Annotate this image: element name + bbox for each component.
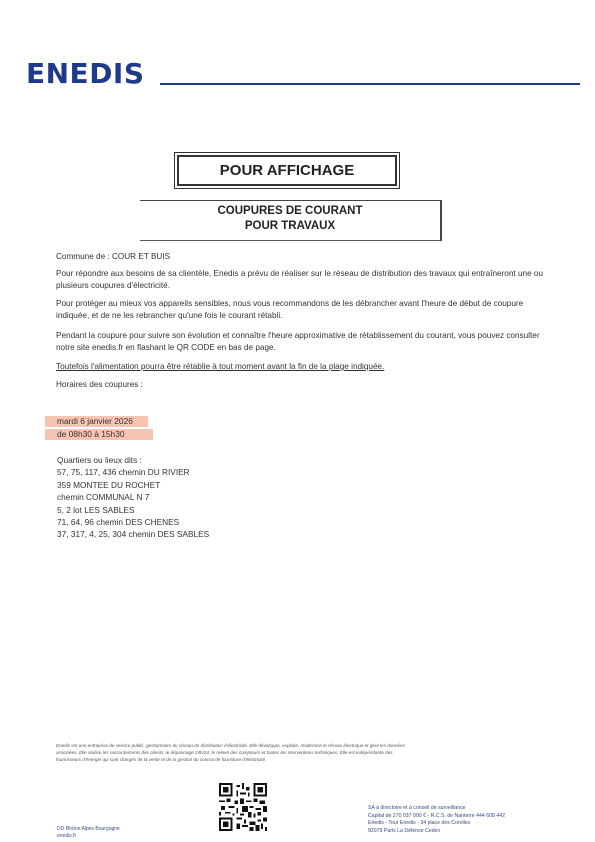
list-item: 5, 2 lot LES SABLES [57,504,135,515]
contact-region: DD Rhône Alpes Bourgogne [57,826,120,832]
page-title: POUR AFFICHAGE [219,162,355,179]
corporate-info [368,805,505,835]
hours-label: Horaires des coupures : [56,380,143,389]
legal-line1: Enedis est une entreprise de service public, gestionnaire du réseau de distribution d'électricité. Elle développe, exploite, modernise le réseau électrique et gère les données [56,743,405,748]
list-item: 57, 75, 117, 436 chemin DU RIVIER [57,467,190,478]
list-item: 359 MONTEE DU ROCHET [57,479,161,490]
enedis-logo [26,57,145,90]
logo-text: ENEDIS [26,57,145,90]
legal-line3: fournisseurs d'énergie qui sont chargés de la vente et de la gestion du contrat de fourniture d'électricité. [56,757,267,762]
corporate-line1: SA à directoire et à conseil de surveillance [368,805,466,811]
schedule-time: de 08h30 à 15h30 [57,429,125,439]
legal-line2: associées. Elle réalise les raccordements des clients, le dépannage 24h/24, le relevé des compteurs et toutes les interventions techniques. Elle est indépendante des [56,750,393,755]
header-rule [160,83,580,85]
qr-code-icon[interactable] [219,783,267,831]
paragraph-intro: Pour répondre aux besoins de sa clientèle, Enedis a prévu de réaliser sur le réseau de distribution des travaux qui entraîneront une ou plusieurs coupures d'électricité. [56,269,544,290]
corporate-line4: 92079 Paris La Défense Cedex [368,827,441,834]
corporate-line3: Enedis - Tour Enedis - 34 place des Corolles [368,820,471,827]
areas-list [57,454,209,541]
contact-info [57,826,120,839]
subtitle-line2: POUR TRAVAUX [244,220,336,232]
schedule-date: mardi 6 janvier 2026 [57,416,133,426]
list-item: chemin COMMUNAL N 7 [57,492,150,503]
list-item: 37, 317, 4, 25, 304 chemin DES SABLES [57,529,210,540]
commune: Commune de : COUR ET BUIS [56,252,171,261]
paragraph-follow: Pendant la coupure pour suivre son évolution et connaître l'heure approximative de rétablissement du courant, vous pouvez consulter notre site enedis.fr en flashant le QR CODE en bas de page. [56,331,540,352]
paragraph-protect: Pour protéger au mieux vos appareils sensibles, nous vous recommandons de les débrancher avant l'heure de début de coupure indiquée, et de ne les rebrancher qu'une fois le courant rétabli. [56,299,524,320]
paragraph-restore: Toutefois l'alimentation pourra être rétablie à tout moment avant la fin de la plage indiquée. [56,362,385,371]
areas-label: Quartiers ou lieux dits : [57,455,142,465]
subtitle-box [140,200,442,241]
legal-notice [56,742,546,763]
contact-website-link[interactable]: enedis.fr [57,832,77,839]
title-box [177,155,397,186]
corporate-line2: Capital de 270 037 000 € - R.C.S. de Nanterre 444 608 442 [368,812,505,819]
subtitle-line1: COUPURES DE COURANT [217,205,363,217]
list-item: 71, 64, 96 chemin DES CHENES [57,517,180,528]
